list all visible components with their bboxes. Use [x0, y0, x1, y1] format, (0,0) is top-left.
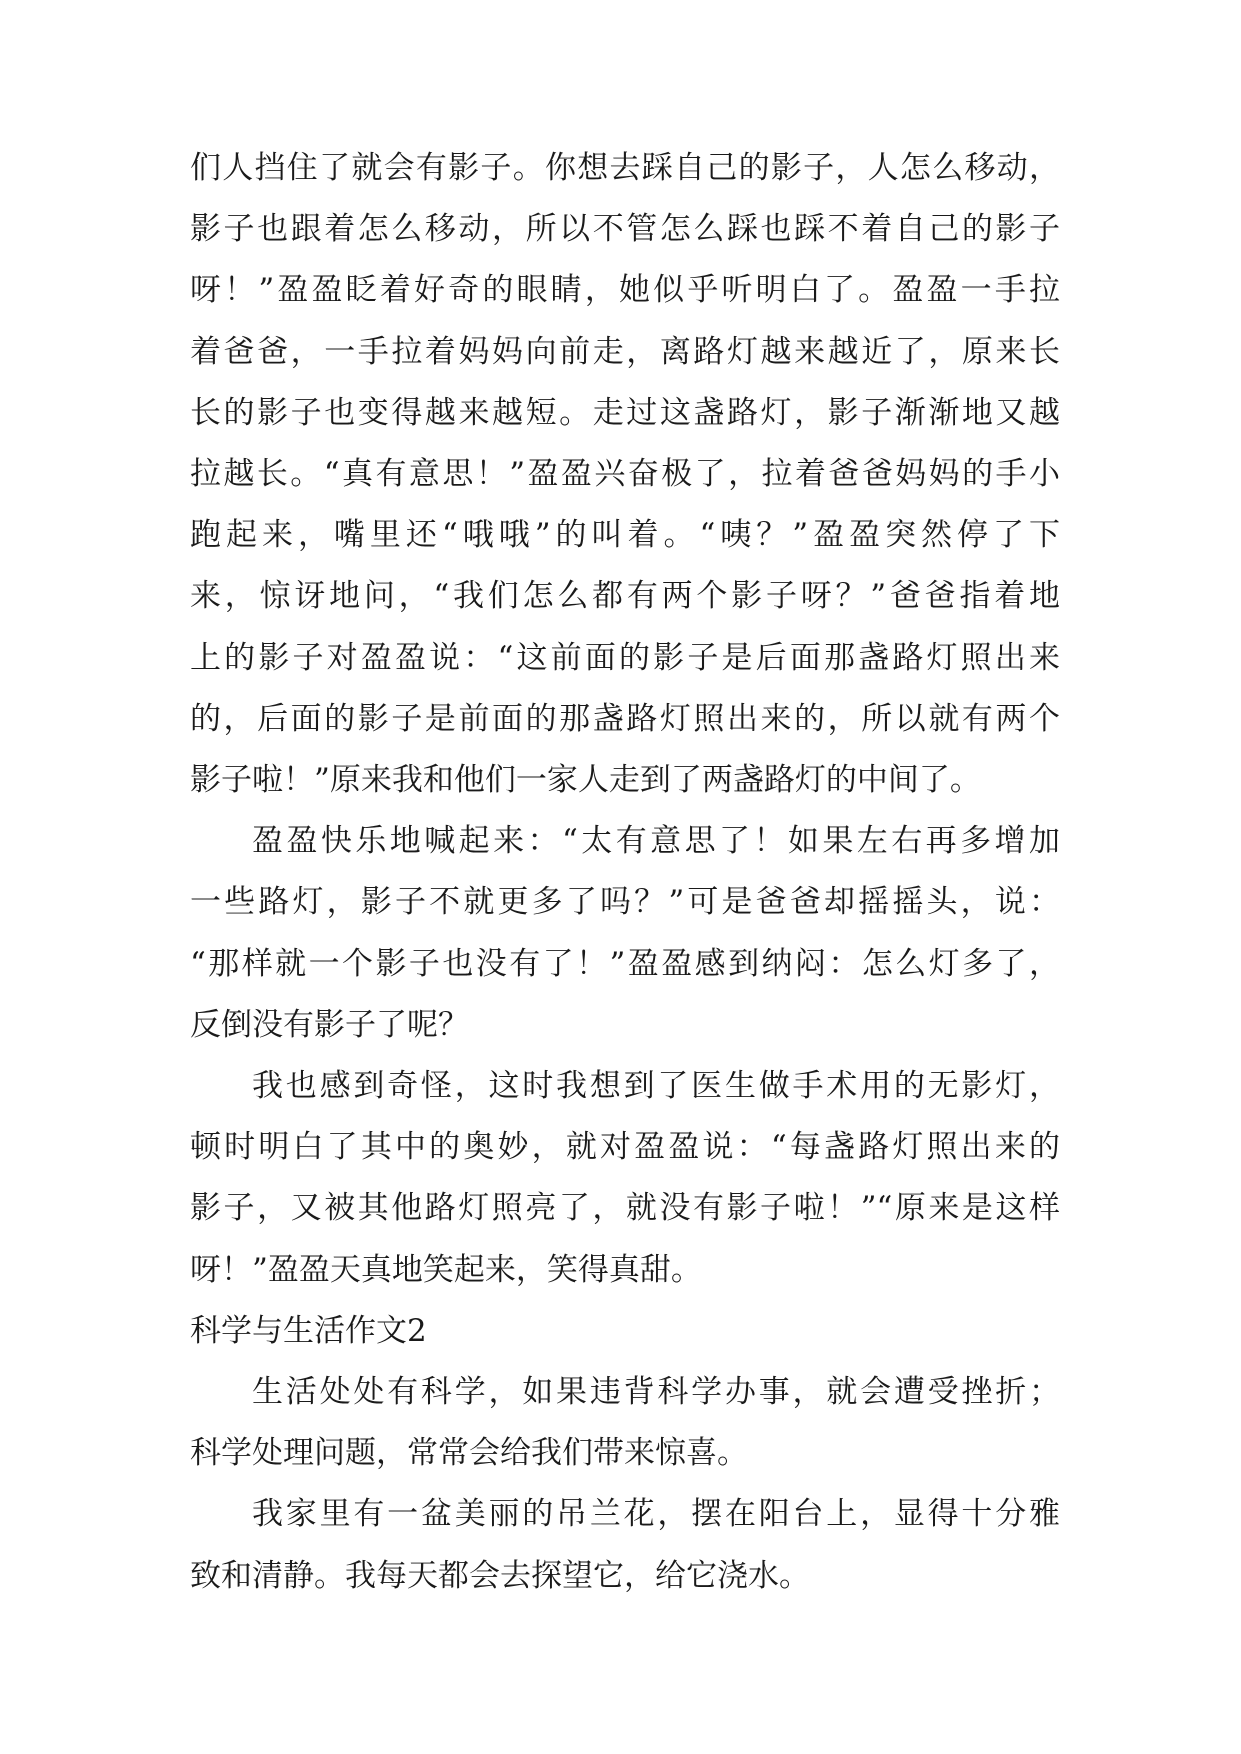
text-line: 反倒没有影子了呢？	[190, 1006, 469, 1043]
paragraph-4	[190, 1362, 1060, 1484]
text-line: 科学处理问题，常常会给我们带来惊喜。	[190, 1435, 748, 1472]
text-line: 我也感到奇怪，这时我想到了医生做手术用的无影灯，	[252, 1068, 1060, 1105]
document-body	[190, 138, 1060, 1607]
paragraph-1	[190, 138, 1060, 811]
text-line: 上的影子对盈盈说：“这前面的影子是后面那盏路灯照出来	[190, 639, 1060, 676]
paragraph-2	[190, 811, 1060, 1056]
paragraph-3	[190, 1056, 1060, 1301]
text-line: 长的影子也变得越来越短。走过这盏路灯，影子渐渐地又越	[190, 394, 1060, 431]
section-heading: 科学与生活作文2	[190, 1312, 427, 1349]
text-line: 一些路灯，影子不就更多了吗？”可是爸爸却摇摇头，说：	[190, 884, 1060, 921]
text-line: 盈盈快乐地喊起来：“太有意思了！如果左右再多增加	[252, 823, 1060, 860]
text-line: 拉越长。“真有意思！”盈盈兴奋极了，拉着爸爸妈妈的手小	[190, 456, 1060, 493]
text-line: 顿时明白了其中的奥妙，就对盈盈说：“每盏路灯照出来的	[190, 1129, 1060, 1166]
text-line: 影子啦！”原来我和他们一家人走到了两盏路灯的中间了。	[190, 762, 981, 799]
text-line: 们人挡住了就会有影子。你想去踩自己的影子，人怎么移动，	[190, 150, 1060, 186]
text-line: 的，后面的影子是前面的那盏路灯照出来的，所以就有两个	[190, 700, 1060, 737]
text-line: 跑起来，嘴里还“哦哦”的叫着。“咦？”盈盈突然停了下	[190, 517, 1060, 554]
paragraph-5	[190, 1484, 1060, 1606]
text-line: 来，惊讶地问，“我们怎么都有两个影子呀？”爸爸指着地	[190, 578, 1060, 615]
text-line: 影子也跟着怎么移动，所以不管怎么踩也踩不着自己的影子	[190, 211, 1060, 248]
text-line: 影子，又被其他路灯照亮了，就没有影子啦！”“原来是这样	[190, 1190, 1060, 1227]
text-line: 生活处处有科学，如果违背科学办事，就会遭受挫折；	[252, 1374, 1060, 1411]
text-line: “那样就一个影子也没有了！”盈盈感到纳闷：怎么灯多了，	[190, 945, 1060, 982]
text-line: 我家里有一盆美丽的吊兰花，摆在阳台上，显得十分雅	[252, 1496, 1060, 1533]
text-line: 呀！”盈盈天真地笑起来，笑得真甜。	[190, 1251, 702, 1288]
text-line: 致和清静。我每天都会去探望它，给它浇水。	[190, 1557, 810, 1594]
text-line: 着爸爸，一手拉着妈妈向前走，离路灯越来越近了，原来长	[190, 333, 1060, 370]
text-line: 呀！”盈盈眨着好奇的眼睛，她似乎听明白了。盈盈一手拉	[190, 272, 1060, 309]
